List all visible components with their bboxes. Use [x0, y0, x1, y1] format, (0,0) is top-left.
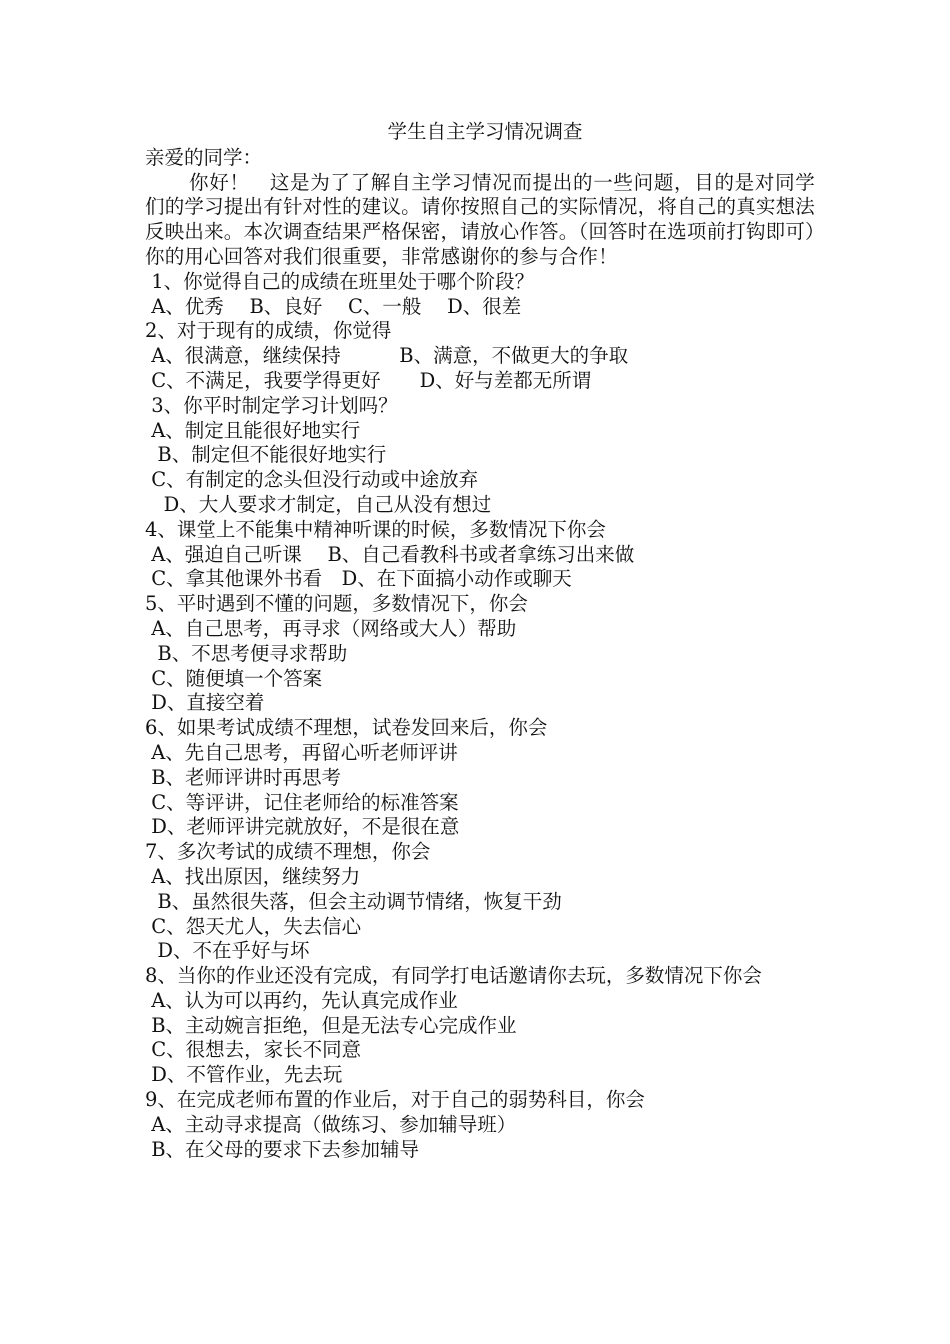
- intro-paragraph: 你好！ 这是为了了解自主学习情况而提出的一些问题，目的是对同学们的学习提出有针对性的建议。请你按照自己的实际情况，将自己的真实想法反映出来。本次调查结果严格保密，请放心作答。（回答时在选项前打钩即可） 你的用心回答对我们很重要，非常感谢你的参与合作！: [145, 170, 835, 268]
- option-line: C、不满足，我要学得更好 D、好与差都无所谓: [145, 368, 592, 392]
- option-line: A、自己思考，再寻求（网络或大人）帮助: [145, 616, 517, 640]
- survey-document: [145, 120, 835, 1162]
- question-5: [145, 592, 815, 716]
- option-line: B、主动婉言拒绝，但是无法专心完成作业: [145, 1013, 517, 1037]
- option-line: C、随便填一个答案: [145, 666, 323, 690]
- option-line: C、拿其他课外书看 D、在下面搞小动作或聊天: [145, 567, 572, 591]
- option-line: A、制定且能很好地实行: [145, 418, 361, 442]
- question-text: 2、对于现有的成绩，你觉得: [145, 319, 392, 343]
- option-line: D、老师评讲完就放好，不是很在意: [145, 815, 460, 839]
- question-4: [145, 518, 815, 592]
- document-title: 学生自主学习情况调查: [387, 120, 583, 143]
- question-text: 8、当你的作业还没有完成，有同学打电话邀请你去玩，多数情况下你会: [145, 964, 762, 988]
- question-9: [145, 1088, 815, 1162]
- option-line: D、直接空着: [145, 691, 265, 715]
- option-line: A、找出原因，继续努力: [145, 864, 361, 888]
- option-line: B、在父母的要求下去参加辅导: [145, 1137, 420, 1161]
- question-text: 3、你平时制定学习计划吗？: [145, 393, 398, 417]
- option-line: D、不在乎好与坏: [145, 939, 310, 963]
- question-text: 7、多次考试的成绩不理想，你会: [145, 840, 431, 864]
- greeting: 亲爱的同学：: [145, 145, 263, 169]
- option-line: B、虽然很失落，但会主动调节情绪，恢复干劲: [145, 889, 562, 913]
- option-line: C、有制定的念头但没行动或中途放弃: [145, 468, 479, 492]
- option-line: A、先自己思考，再留心听老师评讲: [145, 740, 458, 764]
- question-8: [145, 964, 815, 1088]
- question-3: [145, 394, 815, 518]
- option-line: C、很想去，家长不同意: [145, 1038, 362, 1062]
- option-line: B、老师评讲时再思考: [145, 765, 342, 789]
- option-line: C、怨天尤人，失去信心: [145, 914, 362, 938]
- option-line: C、等评讲，记住老师给的标准答案: [145, 790, 459, 814]
- question-text: 4、课堂上不能集中精神听课的时候，多数情况下你会: [145, 517, 606, 541]
- question-2: [145, 319, 815, 393]
- question-7: [145, 840, 815, 964]
- option-line: B、不思考便寻求帮助: [145, 641, 348, 665]
- option-line: B、制定但不能很好地实行: [145, 443, 387, 467]
- question-text: 6、如果考试成绩不理想，试卷发回来后，你会: [145, 716, 548, 740]
- option-line: A、强迫自己听课 B、自己看教科书或者拿练习出来做: [145, 542, 635, 566]
- option-line: D、大人要求才制定，自己从没有想过: [145, 492, 492, 516]
- option-line: A、很满意，继续保持 B、满意，不做更大的争取: [145, 344, 629, 368]
- option-line: A、认为可以再约，先认真完成作业: [145, 988, 458, 1012]
- option-line: A、优秀 B、良好 C、一般 D、很差: [145, 294, 522, 318]
- option-line: D、不管作业，先去玩: [145, 1063, 343, 1087]
- question-text: 1、你觉得自己的成绩在班里处于哪个阶段？: [145, 269, 535, 293]
- option-line: A、主动寻求提高（做练习、参加辅导班）: [145, 1112, 517, 1136]
- question-1: [145, 270, 815, 320]
- question-6: [145, 716, 815, 840]
- question-text: 9、在完成老师布置的作业后，对于自己的弱势科目，你会: [145, 1088, 645, 1112]
- question-text: 5、平时遇到不懂的问题，多数情况下，你会: [145, 592, 528, 616]
